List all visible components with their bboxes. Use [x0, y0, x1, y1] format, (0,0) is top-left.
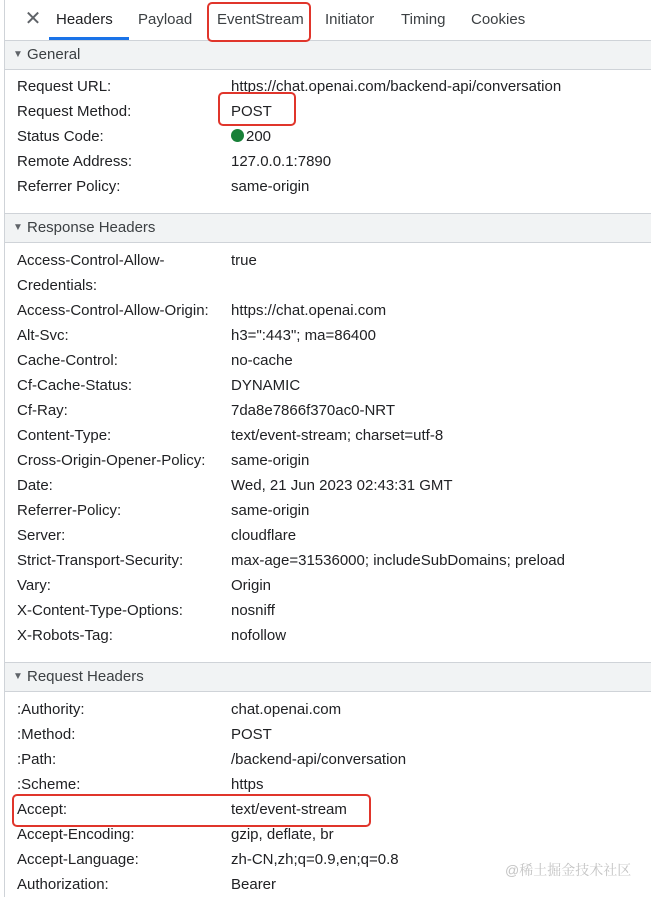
close-icon[interactable]: ✕: [24, 8, 42, 30]
header-value: 7da8e7866f370ac0-NRT: [231, 402, 396, 419]
header-name: Server:: [17, 527, 66, 544]
header-name: Accept-Language:: [17, 851, 139, 868]
header-value: text/event-stream; charset=utf-8: [231, 427, 444, 444]
collapse-triangle-icon: ▼: [13, 671, 23, 682]
header-name: Cf-Cache-Status:: [17, 377, 133, 394]
tab-bar: [5, 0, 651, 41]
header-name: Cross-Origin-Opener-Policy:: [17, 452, 206, 469]
header-value: nofollow: [231, 627, 287, 644]
post-highlight-box: [218, 92, 296, 126]
header-value: chat.openai.com: [231, 701, 342, 718]
header-name: Access-Control-Allow-Origin:: [17, 302, 209, 319]
header-value: cloudflare: [231, 527, 297, 544]
header-value: nosniff: [231, 602, 275, 619]
section-response-headers-header[interactable]: [5, 213, 651, 243]
section-title: General: [27, 46, 81, 63]
header-name: Authorization:: [17, 876, 109, 893]
remote-address-label: Remote Address:: [17, 153, 133, 170]
tab-cookies[interactable]: Cookies: [471, 11, 526, 28]
tab-headers[interactable]: Headers: [56, 11, 113, 28]
header-name: :Method:: [17, 726, 76, 743]
header-name: Access-Control-Allow-: [17, 252, 165, 269]
remote-address-value: 127.0.0.1:7890: [231, 153, 332, 170]
header-value: https: [231, 776, 264, 793]
header-name: :Scheme:: [17, 776, 81, 793]
header-value: text/event-stream: [231, 801, 347, 818]
header-value: same-origin: [231, 502, 310, 519]
header-value: no-cache: [231, 352, 293, 369]
header-name: :Authority:: [17, 701, 85, 718]
header-value: /backend-api/conversation: [231, 751, 407, 768]
header-name: Referrer-Policy:: [17, 502, 122, 519]
header-name: X-Content-Type-Options:: [17, 602, 183, 619]
header-value: https://chat.openai.com: [231, 302, 387, 319]
referrer-policy-label: Referrer Policy:: [17, 178, 121, 195]
header-name: Cache-Control:: [17, 352, 118, 369]
tab-eventstream[interactable]: EventStream: [217, 11, 304, 28]
header-name: Date:: [17, 477, 53, 494]
header-name: X-Robots-Tag:: [17, 627, 113, 644]
request-method-value: POST: [231, 103, 272, 120]
header-name: Accept:: [17, 801, 68, 818]
referrer-policy-value: same-origin: [231, 178, 310, 195]
request-method-label: Request Method:: [17, 103, 132, 120]
header-name: :Path:: [17, 751, 57, 768]
section-request-headers-header[interactable]: [5, 662, 651, 692]
header-value: Wed, 21 Jun 2023 02:43:31 GMT: [231, 477, 453, 494]
header-value: same-origin: [231, 452, 310, 469]
accept-highlight-box: [12, 794, 371, 827]
eventstream-highlight-box: [207, 2, 311, 42]
header-value: DYNAMIC: [231, 377, 301, 394]
request-url-label: Request URL:: [17, 78, 112, 95]
tab-payload[interactable]: Payload: [138, 11, 193, 28]
request-url-value: https://chat.openai.com/backend-api/conversation: [231, 78, 562, 95]
section-title: Request Headers: [27, 668, 144, 685]
header-name: Alt-Svc:: [17, 327, 69, 344]
header-name: Vary:: [17, 577, 51, 594]
header-name: Credentials:: [17, 277, 98, 294]
header-name: Cf-Ray:: [17, 402, 68, 419]
status-ok-icon: [231, 129, 244, 142]
panel-left-border: [4, 0, 5, 897]
header-value: true: [231, 252, 257, 269]
tab-initiator[interactable]: Initiator: [325, 11, 375, 28]
watermark: @稀土掘金技术社区: [505, 862, 632, 878]
header-name: Content-Type:: [17, 427, 112, 444]
collapse-triangle-icon: ▼: [13, 49, 23, 60]
header-name: Accept-Encoding:: [17, 826, 135, 843]
header-value: zh-CN,zh;q=0.9,en;q=0.8: [231, 851, 399, 868]
header-value: POST: [231, 726, 272, 743]
collapse-triangle-icon: ▼: [13, 222, 23, 233]
header-value: Bearer: [231, 876, 277, 893]
status-code-text: 200: [246, 128, 272, 145]
header-value: gzip, deflate, br: [231, 826, 334, 843]
tab-timing[interactable]: Timing: [401, 11, 446, 28]
status-code-label: Status Code:: [17, 128, 104, 145]
header-value: Origin: [231, 577, 272, 594]
status-code-value: [231, 128, 271, 145]
section-general-header[interactable]: [5, 40, 651, 70]
section-title: Response Headers: [27, 219, 156, 236]
header-value: h3=":443"; ma=86400: [231, 327, 376, 344]
header-name: Strict-Transport-Security:: [17, 552, 184, 569]
header-value: max-age=31536000; includeSubDomains; preload: [231, 552, 565, 569]
